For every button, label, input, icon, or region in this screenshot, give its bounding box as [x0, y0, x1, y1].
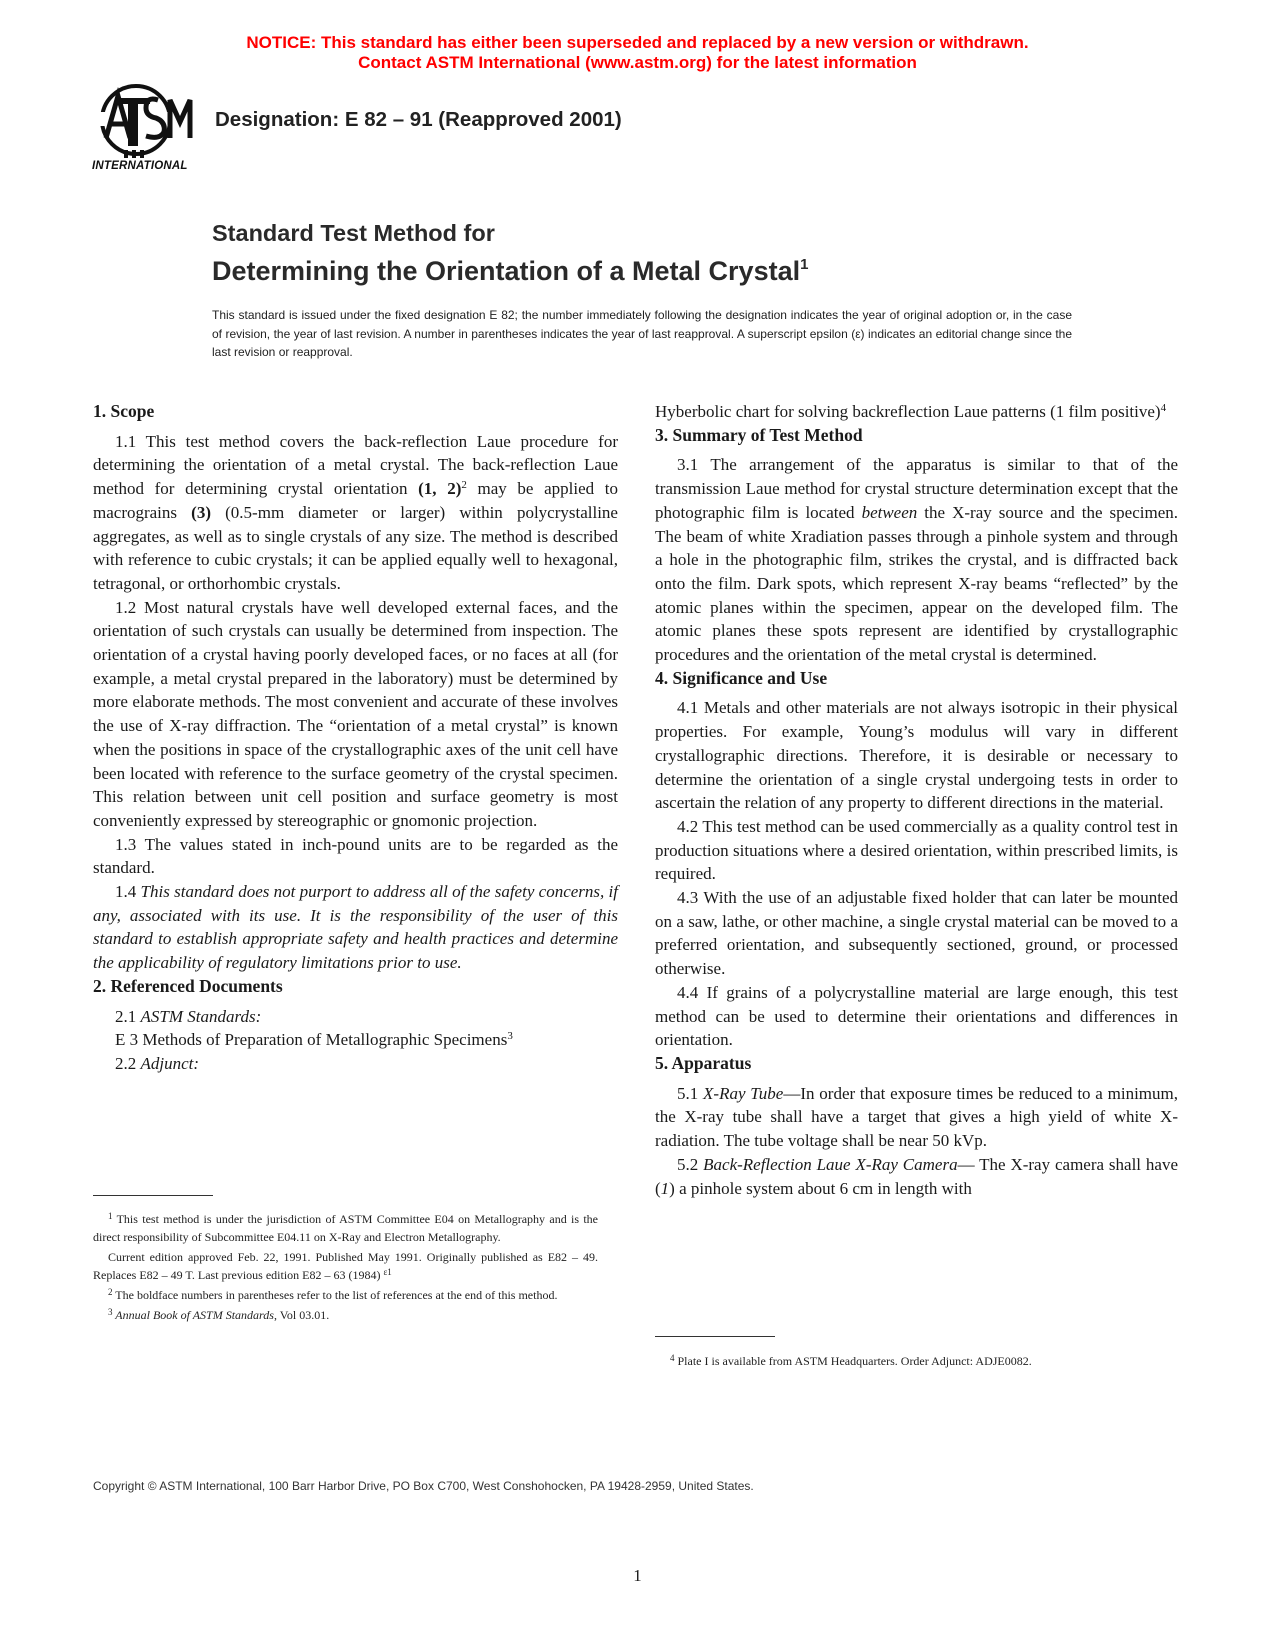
footnotes-left: [93, 1210, 598, 1326]
section-heading-scope: 1. Scope: [93, 401, 155, 421]
footnote-1: $^1$ This test method is under the jurisdiction of ASTM Committee E04 on Metallography and is the direct responsibility of Subcommittee E04.11 on X-Ray and Electron Metallography.: [93, 1211, 598, 1244]
paragraph-1-4: 1.4 This standard does not purport to address all of the safety concerns, if any, associated with its use. It is the responsibility of the user of this standard to establish appropriate safety and health practices and determine the applicability of regulatory limitations prior to use.: [93, 882, 618, 973]
page-number: 1: [633, 1566, 642, 1585]
notice-line-1: NOTICE: This standard has either been superseded and replaced by a new version or withdrawn.: [246, 33, 1029, 52]
right-column: [655, 400, 1178, 1200]
issuance-note: This standard is issued under the fixed designation E 82; the number immediately following the designation indicates the year of original adoption or, in the case of revision, the year of last revision. A number in parentheses indicates the year of last reapproval. A superscript epsilon (ε) indicates an editorial change since the last revision or reapproval.: [212, 308, 1072, 359]
title-line-1: Standard Test Method for: [212, 220, 495, 246]
paragraph-1-1: 1.1 This test method covers the back-reflection Laue procedure for determining the orientation of a metal crystal. The back-reflection Laue method for determining crystal orientation (1, 2)$^2$ may be applied to macrograins (3) (0.5-mm diameter or larger) within polycrystalline aggregates, as well as to single crystals of any size. The method is described with reference to cubic crystals; it can be applied equally well to hexagonal, tetragonal, or orthorhombic crystals.: [93, 431, 619, 593]
paragraph-4-2: 4.2 This test method can be used commercially as a quality control test in production situations where a desired orientation, within prescribed limits, is required.: [655, 816, 1178, 884]
page-title: [212, 218, 808, 288]
astm-logo-icon: [88, 82, 200, 177]
notice-line-2: Contact ASTM International (www.astm.org) for the latest information: [358, 53, 917, 72]
designation: Designation: E 82 – 91 (Reapproved 2001): [215, 108, 622, 131]
paragraph-4-4: 4.4 If grains of a polycrystalline material are large enough, this test method can be used to determine their orientations and differences in orientation.: [655, 982, 1178, 1050]
reference-e3: E 3 Methods of Preparation of Metallographic Specimens$^3$: [115, 1030, 513, 1050]
notice-banner: [0, 33, 1275, 73]
paragraph-1-3: 1.3 The values stated in inch-pound units are to be regarded as the standard.: [93, 834, 618, 878]
paragraph-2-1: 2.1 ASTM Standards:: [115, 1006, 262, 1026]
paragraph-1-2: 1.2 Most natural crystals have well developed external faces, and the orientation of such crystals can usually be determined from inspection. The orientation of a crystal having poorly developed faces, or no faces at all (for example, a metal crystal prepared in the laboratory) must be determined by more elaborate methods. The most convenient and accurate of these involves the use of X-ray diffraction. The “orientation of a metal crystal” is known when the positions in space of the crystallographic axes of the unit cell have been located with reference to the surface geometry of the crystal specimen. This relation between unit cell position and surface geometry is most conveniently expressed by stereographic or gnomonic projection.: [93, 597, 618, 830]
footnote-rule-left: [93, 1195, 213, 1196]
footnote-rule-right: [655, 1336, 775, 1337]
paragraph-4-1: 4.1 Metals and other materials are not always isotropic in their physical properties. For example, Young’s modulus will vary in different crystallographic directions. Therefore, it is desirable or necessary to determine the orientation of a single crystal undergoing tests in order to ascertain the relation of any property to different directions in the material.: [655, 698, 1178, 813]
footnote-1-edition: Current edition approved Feb. 22, 1991. Published May 1991. Originally published as E82 – 49. Replaces E82 – 49 T. Last previous edition E82 – 63 (1984) $^{\varepsilon 1}$: [93, 1250, 598, 1282]
section-heading-apparatus: 5. Apparatus: [655, 1052, 752, 1073]
section-heading-significance: 4. Significance and Use: [655, 667, 828, 688]
copyright-line: Copyright © ASTM International, 100 Barr Harbor Drive, PO Box C700, West Conshohocken, PA 19428-2959, United States.: [93, 1479, 754, 1493]
section-heading-referenced: 2. Referenced Documents: [93, 975, 283, 996]
title-line-2: Determining the Orientation of a Metal Crystal$^1$: [212, 256, 809, 286]
adjunct-item: Hyberbolic chart for solving backreflection Laue patterns (1 film positive)$^4$: [655, 402, 1167, 421]
footnote-3: $^3$ Annual Book of ASTM Standards, Vol 03.01.: [108, 1307, 330, 1322]
logo-wordmark: INTERNATIONAL: [92, 160, 188, 172]
paragraph-4-3: 4.3 With the use of an adjustable fixed holder that can later be mounted on a saw, lathe, or other machine, a single crystal material can be moved to a preferred orientation, and subsequently sectioned, ground, or processed otherwise.: [655, 888, 1178, 979]
paragraph-3-1: 3.1 The arrangement of the apparatus is similar to that of the transmission Laue method for crystal structure determination except that the photographic film is located between the X-ray source and the specimen. The beam of white Xradiation passes through a pinhole system and through a hole in the photographic film, strikes the crystal, and is diffracted back onto the film. Dark spots, which represent X-ray beams “reflected” by the atomic planes within the specimen, appear on the developed film. The atomic planes these spots represent are identified by crystallographic procedures and the orientation of the metal crystal is determined.: [655, 455, 1179, 665]
footnotes-right: [655, 1352, 1178, 1372]
paragraph-5-2: 5.2 Back-Reflection Laue X-Ray Camera— The X-ray camera shall have (1) a pinhole system about 6 cm in length with: [655, 1154, 1179, 1198]
paragraph-2-2: 2.2 Adjunct:: [115, 1053, 200, 1073]
footnote-4: $^4$ Plate I is available from ASTM Headquarters. Order Adjunct: ADJE0082.: [670, 1353, 1032, 1368]
section-heading-summary: 3. Summary of Test Method: [655, 424, 863, 445]
paragraph-5-1: 5.1 X-Ray Tube—In order that exposure times be reduced to a minimum, the X-ray tube shall have a target that gives a high yield of white X-radiation. The tube voltage shall be near 50 kVp.: [655, 1083, 1178, 1151]
left-column: [93, 400, 618, 1076]
footnote-2: $^2$ The boldface numbers in parentheses refer to the list of references at the end of this method.: [108, 1287, 558, 1302]
